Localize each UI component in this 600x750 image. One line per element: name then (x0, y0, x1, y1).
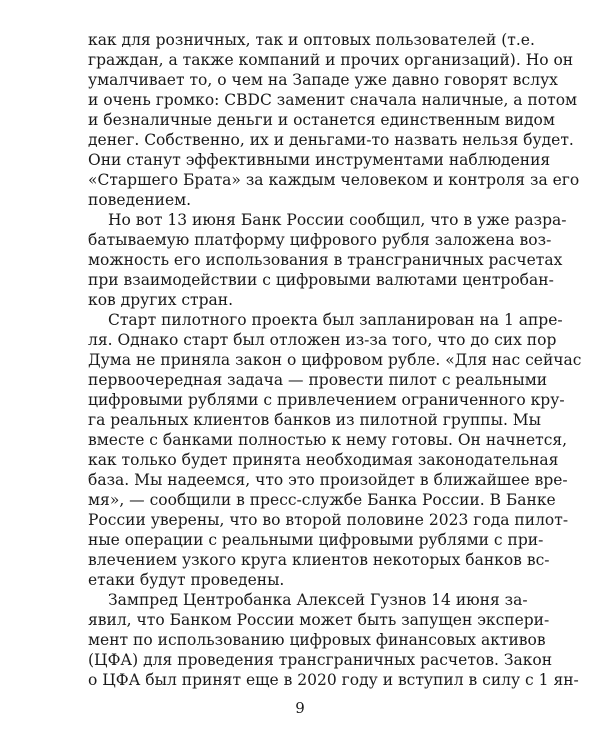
text-line: га реальных клиентов банков из пилотной группы. Мы (88, 411, 542, 429)
paragraph-first-line: Старт пилотного проекта был запланирован на 1 апре- (108, 311, 563, 329)
text-line: при взаимодействии с цифровыми валютами центробан- (88, 271, 554, 289)
text-line: вместе с банками полностью к нему готовы. Он начнется, (88, 431, 568, 449)
text-line: умалчивает то, о чем на Западе уже давно говорят вслух (88, 71, 558, 89)
text-line: ные операции с реальными цифровыми рублями с при- (88, 531, 544, 549)
text-line: мя», — сообщили в пресс-службе Банка России. В Банке (88, 491, 556, 509)
text-line: и очень громко: CBDC заменит сначала наличные, а потом (88, 91, 578, 109)
text-line: России уверены, что во второй половине 2023 года пилот- (88, 511, 569, 529)
text-line: батываемую платформу цифрового рубля заложена воз- (88, 231, 552, 249)
text-line: и безналичные деньги и останется единственным видом (88, 111, 555, 129)
text-line: етаки будут проведены. (88, 571, 285, 589)
text-line: поведением. (88, 191, 192, 209)
text-line: влечением узкого круга клиентов некоторых банков вс- (88, 551, 550, 569)
text-line: (ЦФА) для проведения трансграничных расчетов. Закон (88, 651, 553, 669)
text-line: база. Мы надеемся, что это произойдет в ближайшее вре- (88, 471, 568, 489)
text-line: как для розничных, так и оптовых пользователей (т.е. (88, 31, 535, 49)
text-line: цифровыми рублями с привлечением ограниченного кру- (88, 391, 565, 409)
text-line: можность его использования в трансграничных расчетах (88, 251, 563, 269)
page-number: 9 (295, 699, 305, 717)
text-line: «Старшего Брата» за каждым человеком и контроля за его (88, 171, 580, 189)
text-line: ля. Однако старт был отложен из-за того, что до сих пор (88, 331, 557, 349)
text-line: Дума не приняла закон о цифровом рубле. «Для нас сейчас (88, 351, 582, 369)
paragraph-first-line: Но вот 13 июня Банк России сообщил, что в уже разра- (108, 211, 567, 229)
text-line: денег. Собственно, их и деньгами-то назвать нельзя будет. (88, 131, 574, 149)
text-line: первоочередная задача — провести пилот с реальными (88, 371, 548, 389)
paragraph-first-line: Зампред Центробанка Алексей Гузнов 14 июня за- (108, 591, 528, 609)
text-line: явил, что Банком России может быть запущен экспери- (88, 611, 550, 629)
text-line: ков других стран. (88, 291, 234, 309)
text-line: Они станут эффективными инструментами наблюдения (88, 151, 551, 169)
text-line: как только будет принята необходимая законодательная (88, 451, 559, 469)
text-line: о ЦФА был принят еще в 2020 году и вступил в силу с 1 ян- (88, 671, 579, 689)
text-line: мент по использованию цифровых финансовых активов (88, 631, 546, 649)
text-line: граждан, а также компаний и прочих организаций). Но он (88, 51, 574, 69)
